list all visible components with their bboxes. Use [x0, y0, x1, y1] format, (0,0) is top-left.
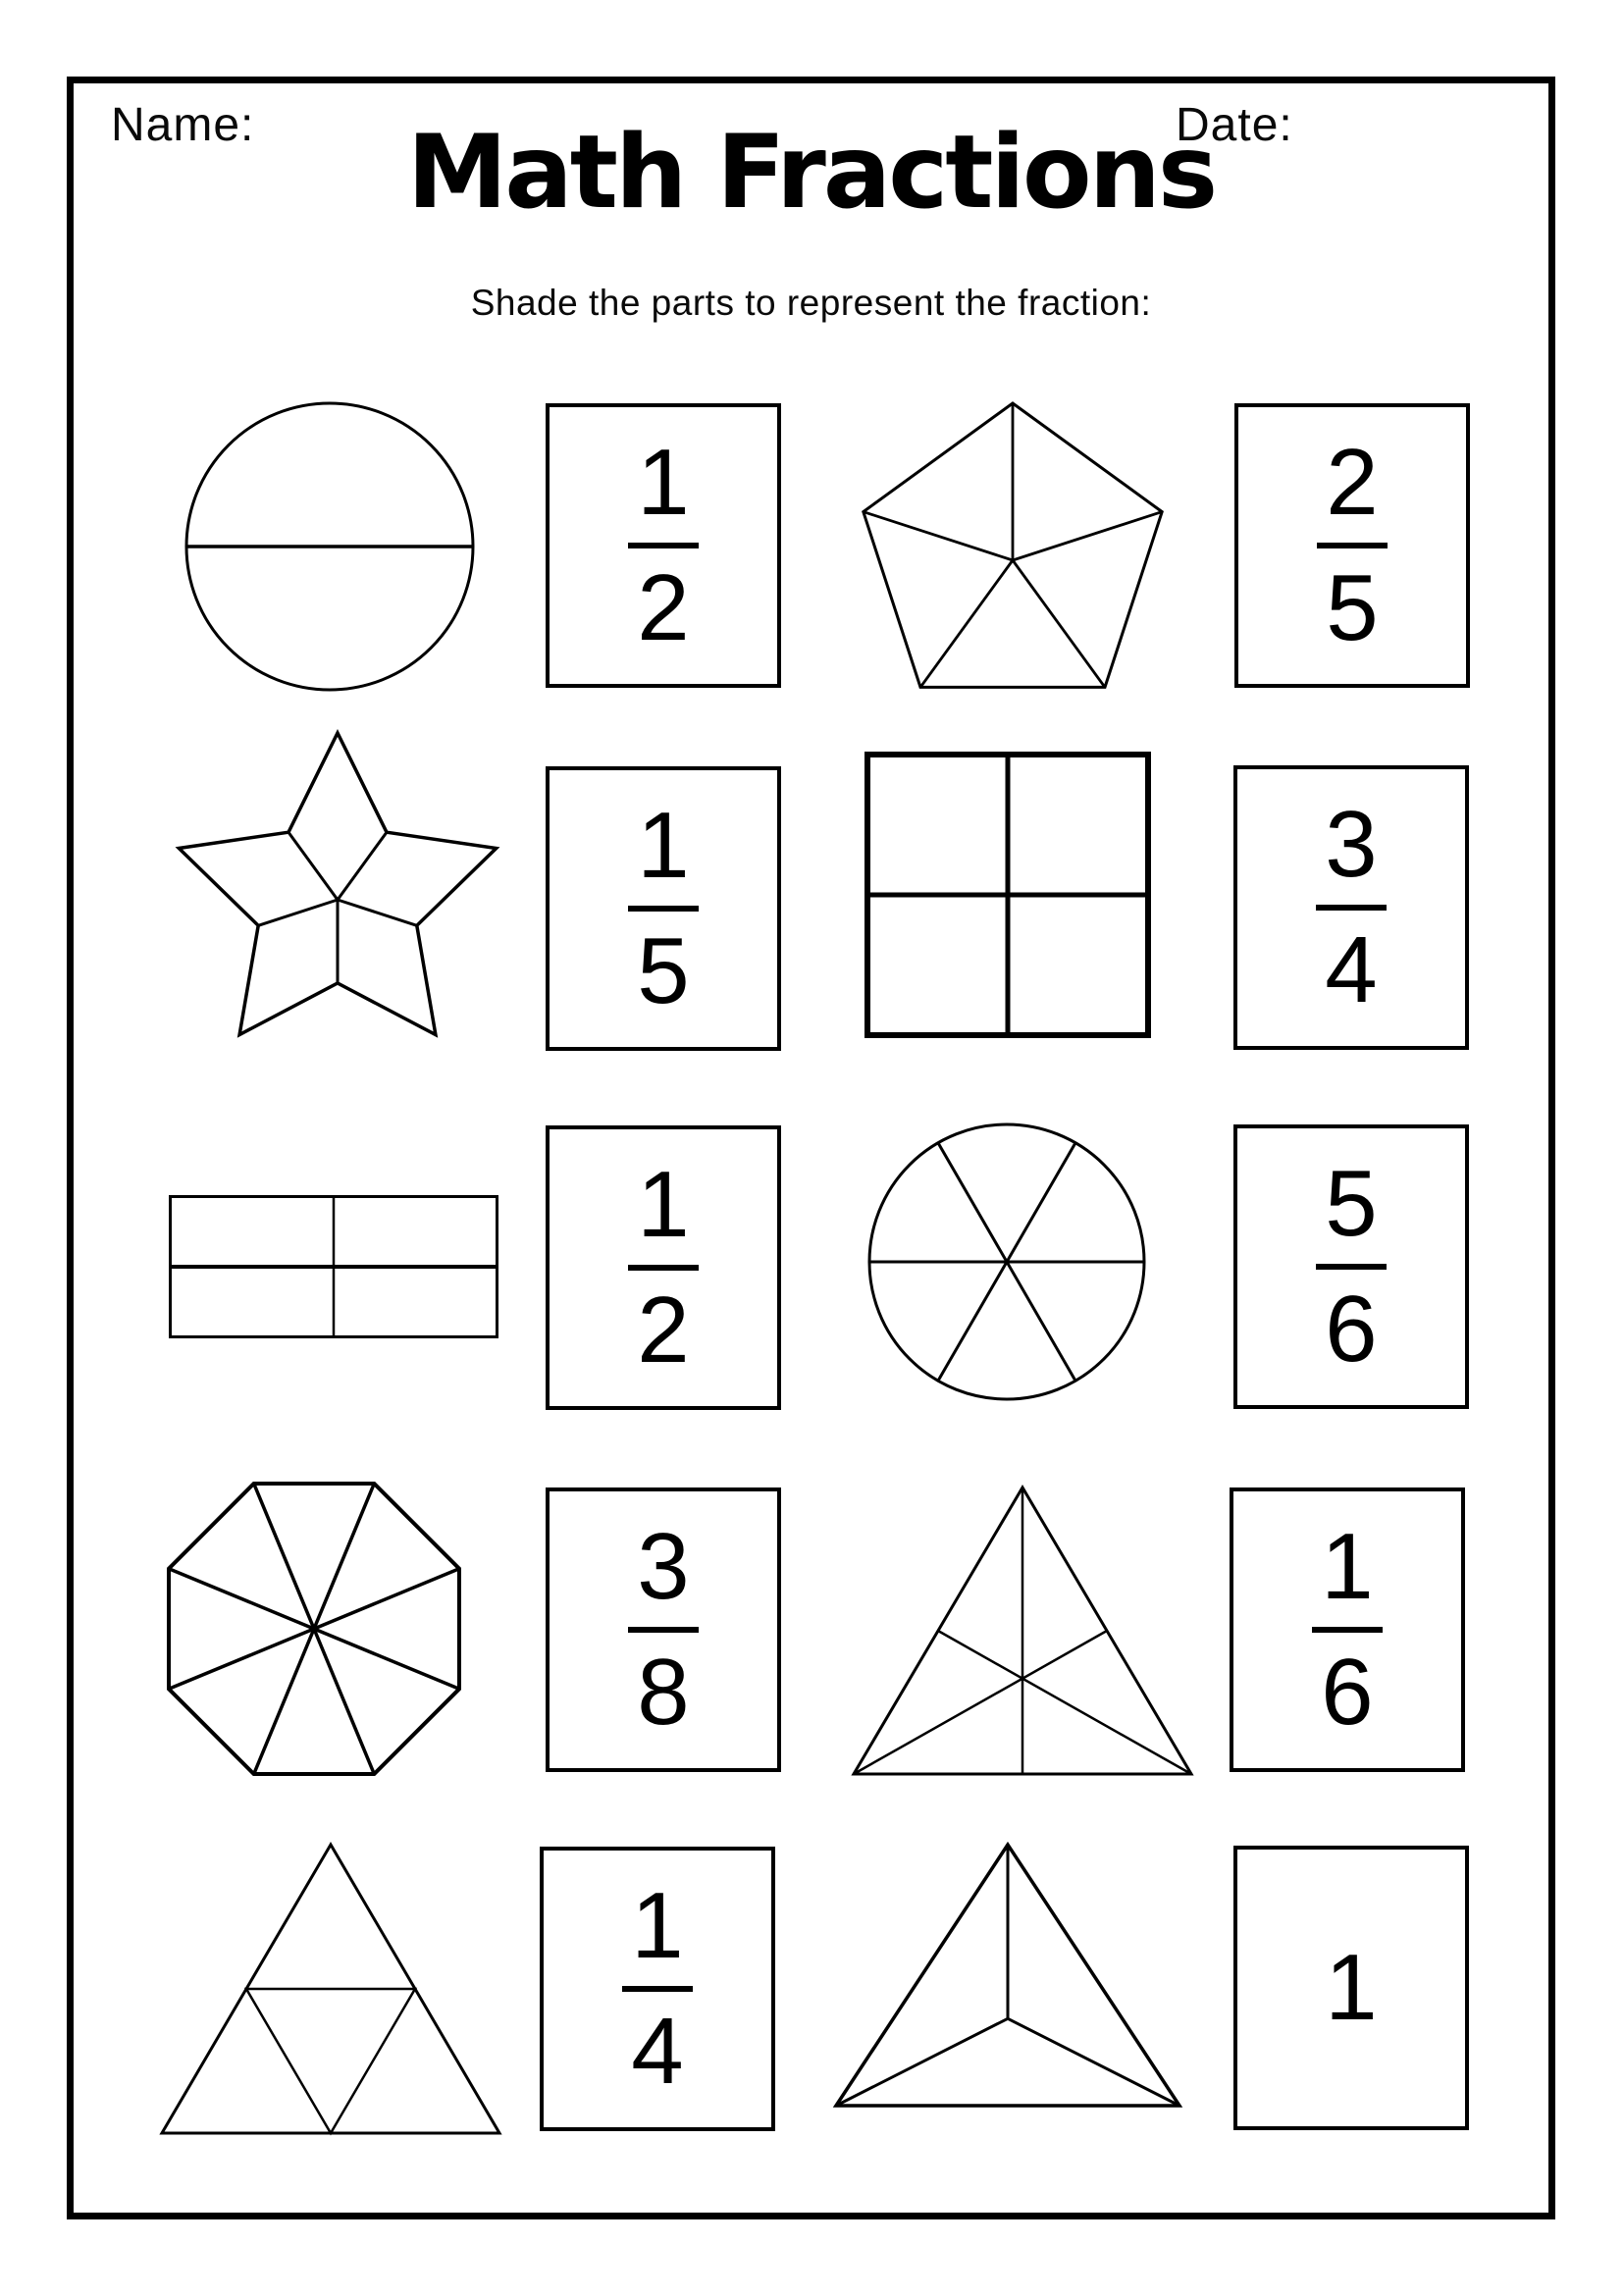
square-quarters-graphic [859, 746, 1157, 1044]
shape-triangle-3-parts[interactable] [830, 1839, 1185, 2112]
shape-triangle-4-parts[interactable] [156, 1839, 505, 2139]
fraction-denominator: 4 [631, 1999, 684, 2104]
triangle-quarters-graphic [156, 1839, 505, 2139]
fraction-numerator: 3 [637, 1514, 690, 1619]
fraction-whole-number: 1 [1325, 1935, 1378, 2040]
fraction-numerator: 5 [1325, 1151, 1378, 1256]
fraction-numerator: 1 [637, 793, 690, 898]
fraction-bar [628, 1627, 699, 1633]
fraction-numerator: 1 [637, 430, 690, 535]
fraction-numerator: 1 [631, 1873, 684, 1978]
fraction-bar [628, 1265, 699, 1271]
shape-octagon-8-parts[interactable] [163, 1478, 465, 1780]
fraction-card [1234, 403, 1470, 688]
instruction-text: Shade the parts to represent the fraction: [470, 283, 1152, 323]
fraction-card [546, 766, 781, 1051]
fraction-denominator: 5 [637, 918, 690, 1023]
fraction-bar [1312, 1627, 1383, 1633]
fraction-denominator: 6 [1321, 1640, 1374, 1745]
octagon-eighths-graphic [163, 1478, 465, 1780]
date-label: Date: [1176, 99, 1293, 151]
fraction-card [1233, 1124, 1469, 1409]
fraction-bar [1316, 905, 1387, 911]
fraction-denominator: 5 [1326, 555, 1379, 660]
pentagon-fifths-graphic [855, 397, 1171, 694]
fraction-bar [628, 906, 699, 912]
fraction-card [540, 1847, 775, 2131]
rectangle-quarters-graphic [163, 1189, 504, 1344]
fraction-card [546, 403, 781, 688]
fraction-bar [1317, 543, 1388, 548]
shape-square-4-parts[interactable] [859, 746, 1157, 1044]
fraction-numerator: 1 [1321, 1514, 1374, 1619]
circle-halves-graphic [177, 393, 483, 700]
fraction-card [546, 1487, 781, 1772]
shape-rectangle-4-parts[interactable] [163, 1189, 504, 1344]
triangle-sixths-graphic [848, 1482, 1197, 1780]
fraction-bar [1316, 1264, 1387, 1270]
fraction-card [1233, 765, 1469, 1050]
fraction-numerator: 1 [637, 1152, 690, 1257]
circle-sixths-graphic [861, 1116, 1153, 1408]
page-title: Math Fractions [406, 114, 1216, 232]
shape-triangle-6-parts[interactable] [848, 1482, 1197, 1780]
name-label: Name: [111, 99, 255, 151]
star-fifths-graphic [163, 727, 512, 1063]
fraction-denominator: 6 [1325, 1277, 1378, 1382]
fraction-card [546, 1125, 781, 1410]
shape-circle-2-parts[interactable] [177, 393, 483, 700]
fraction-bar [622, 1986, 693, 1992]
shape-pentagon-5-parts[interactable] [855, 397, 1171, 694]
fraction-card [1230, 1487, 1465, 1772]
fraction-numerator: 2 [1326, 430, 1379, 535]
fraction-bar [628, 543, 699, 548]
fraction-denominator: 8 [637, 1640, 690, 1745]
triangle-thirds-graphic [830, 1839, 1185, 2112]
fraction-card [1233, 1846, 1469, 2130]
fraction-denominator: 4 [1325, 917, 1378, 1022]
fraction-numerator: 3 [1325, 792, 1378, 897]
fraction-denominator: 2 [637, 555, 690, 660]
fraction-denominator: 2 [637, 1278, 690, 1383]
shape-star-5-parts[interactable] [163, 727, 512, 1063]
shape-circle-6-parts[interactable] [861, 1116, 1153, 1408]
